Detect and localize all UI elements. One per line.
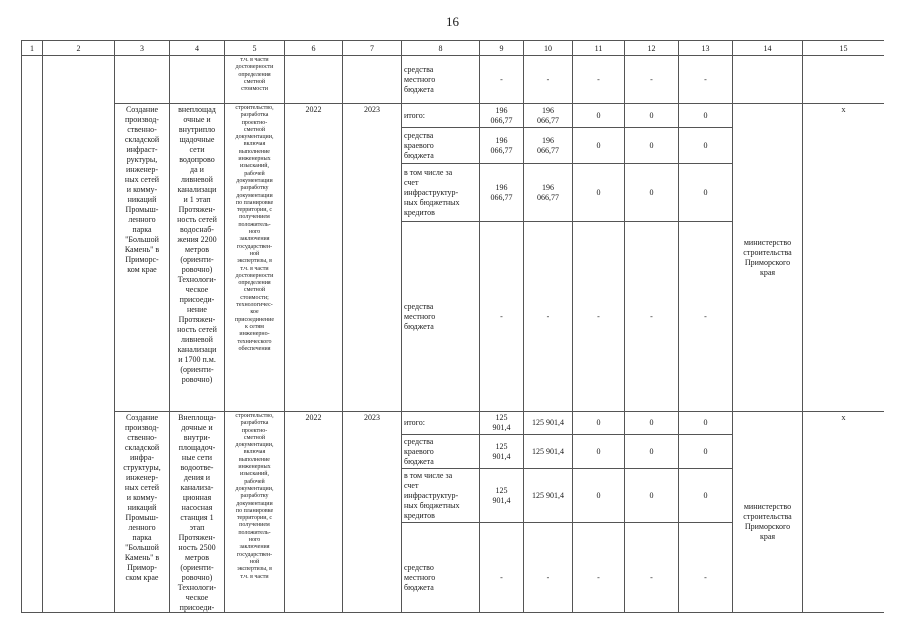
funding-source-cell <box>402 435 480 469</box>
year-start-cell: 2022 <box>285 104 343 412</box>
object-cell <box>170 56 225 104</box>
work-description-cell <box>225 412 285 614</box>
project-name-cell <box>115 104 170 412</box>
year-end-cell: 2023 <box>343 104 402 412</box>
value-cell: - <box>573 523 625 614</box>
column-number-row <box>22 41 885 56</box>
value-cell: - <box>679 222 733 412</box>
responsible-cell <box>733 104 803 412</box>
value-cell <box>524 435 573 469</box>
object-description: внеплощад очные и внутрипло щадочные сети водопрово дa и ливневой канализаци и 1 этап Протяжен- ность сетей водоснаб- жения 2200 метров (ориенти- ровочно) Технологи- ческое присоеди- нение Протяжен- ность сетей ливневой канализаци и 1700 п.м. (ориенти- ровочно) <box>177 105 217 384</box>
responsible-org: министерство строительства Приморского края <box>743 237 792 277</box>
value-cell: 0 <box>679 128 733 164</box>
value-cell: 0 <box>573 435 625 469</box>
object-cell <box>170 412 225 614</box>
value-cell <box>480 104 524 128</box>
column-number: 10 <box>524 41 573 56</box>
value-cell: - <box>480 56 524 104</box>
value-cell: 0 <box>679 469 733 523</box>
value-cell: - <box>573 222 625 412</box>
funding-source-cell <box>402 523 480 614</box>
value-cell: 0 <box>625 164 679 222</box>
column-number: 13 <box>679 41 733 56</box>
value-cell: 0 <box>573 469 625 523</box>
column-2-cell <box>43 56 115 614</box>
value-text: 196 066,77 <box>537 105 559 125</box>
value-cell <box>524 104 573 128</box>
value-cell <box>480 435 524 469</box>
project-name: Создание производ- ственно- складской инфраст- руктуры, инженер- ных сетей и комму- никаций Промыш- ленного парка "Большой Камень" в Приморс- ком крае <box>124 105 160 274</box>
value-cell <box>524 469 573 523</box>
year-start-cell <box>285 56 343 104</box>
column-number: 14 <box>733 41 803 56</box>
value-cell: - <box>480 222 524 412</box>
value-cell: - <box>524 56 573 104</box>
value-cell: - <box>625 222 679 412</box>
value-text: 125 901,4 <box>492 485 511 505</box>
value-text: 125 901,4 <box>532 490 564 500</box>
value-cell: - <box>573 56 625 104</box>
value-cell: 0 <box>679 435 733 469</box>
value-cell <box>524 164 573 222</box>
column-number: 2 <box>43 41 115 56</box>
value-text: 196 066,77 <box>537 182 559 202</box>
column-number: 15 <box>803 41 885 56</box>
year-end-cell: 2023 <box>343 412 402 614</box>
funding-source-cell <box>402 222 480 412</box>
responsible-cell <box>733 56 803 104</box>
carry-over-row <box>22 56 885 104</box>
funding-source-text: средство местного бюджета <box>404 562 436 592</box>
value-cell <box>480 412 524 435</box>
value-cell <box>480 164 524 222</box>
column-1-cell <box>22 56 43 614</box>
value-text: 196 066,77 <box>490 182 513 202</box>
column-number: 12 <box>625 41 679 56</box>
value-text: 125 901,4 <box>532 446 564 456</box>
value-cell: 0 <box>625 104 679 128</box>
column-number: 4 <box>170 41 225 56</box>
funding-source-cell <box>402 164 480 222</box>
funding-source-text: средства местного бюджета <box>404 301 436 331</box>
value-cell: - <box>625 523 679 614</box>
funding-source-cell <box>402 412 480 435</box>
funding-source-text: итого: <box>404 110 425 120</box>
value-cell: 0 <box>679 412 733 435</box>
mark-cell <box>803 56 885 104</box>
year-start-cell: 2022 <box>285 412 343 614</box>
object-description: Внеплоща- дочные и внутри- площадоч- ные сети водоотве- дения и канализа- ционная насосная станция 1 этап Протяжен- ность 2500 метров (ориенти- ровочно) Технологи- ческое присоеди- <box>177 413 217 612</box>
funding-source-cell <box>402 128 480 164</box>
column-number: 9 <box>480 41 524 56</box>
value-cell <box>480 469 524 523</box>
value-cell: 0 <box>625 469 679 523</box>
page-number: 16 <box>446 14 459 29</box>
responsible-org: министерство строительства Приморского края <box>743 502 792 541</box>
object-cell <box>170 104 225 412</box>
value-cell: - <box>679 56 733 104</box>
value-cell: 0 <box>625 412 679 435</box>
project-name: Создание производ- ственно- складской инфра- структуры, инженер- ных сетей и комму- никаций Промыш- ленного парка "Большой Камень" в Примор- ском крае <box>123 413 161 582</box>
project-name-cell <box>115 56 170 104</box>
value-text: 196 066,77 <box>537 135 559 155</box>
column-number: 6 <box>285 41 343 56</box>
project-name-cell <box>115 412 170 614</box>
funding-source-cell <box>402 56 480 104</box>
project-row <box>22 104 885 128</box>
work-description-text: т.ч. в части достоверности определения сметной стоимости <box>235 57 274 93</box>
value-cell <box>524 128 573 164</box>
value-cell: 0 <box>573 104 625 128</box>
value-cell: 0 <box>679 164 733 222</box>
column-number: 7 <box>343 41 402 56</box>
value-text: 196 066,77 <box>490 105 513 125</box>
value-cell: 0 <box>625 128 679 164</box>
value-cell: 0 <box>573 164 625 222</box>
project-row <box>22 412 885 435</box>
mark-cell: x <box>803 412 885 614</box>
funding-source-text: в том числе за счет инфраструктур- ных бюджетных кредитов <box>404 167 460 217</box>
funding-source-cell <box>402 104 480 128</box>
column-number: 3 <box>115 41 170 56</box>
value-cell: - <box>679 523 733 614</box>
value-cell: 0 <box>573 412 625 435</box>
responsible-cell <box>733 412 803 614</box>
column-number: 8 <box>402 41 480 56</box>
work-description: строительство, разработка проектно- сметной документации, включая выполнение инженерных изысканий, рабочей документации, разработку документации по планировке территории, с получением положитель- ного заключения государствен- ной экспертизы, в т.ч. в части <box>235 413 274 580</box>
column-number: 5 <box>225 41 285 56</box>
funding-source-text: итого: <box>404 418 425 427</box>
value-text: 125 901,4 <box>492 413 511 432</box>
value-text: 196 066,77 <box>490 135 513 155</box>
value-cell <box>524 412 573 435</box>
work-description: строительство, разработка проектно- сметной документации, включая выполнение инженерных изысканий, рабочей документации разработку документации по планировке территории, с получением положитель- ного заключения государствен- ной экспертизы, в т.ч. в части достоверности определения сметной стоимости; технологичес- кое присоединение к сетям инженерно- технического обеспечения <box>235 105 274 352</box>
value-text: 125 901,4 <box>492 441 511 461</box>
value-cell: - <box>524 523 573 614</box>
funding-source-text: средства краевого бюджета <box>404 130 434 160</box>
year-end-cell <box>343 56 402 104</box>
funding-source-text: средства местного бюджета <box>404 64 436 94</box>
value-text: 125 901,4 <box>532 418 564 427</box>
column-number: 11 <box>573 41 625 56</box>
value-cell: - <box>625 56 679 104</box>
funding-source-text: в том числе за счет инфраструктур- ных бюджетных кредитов <box>404 470 460 520</box>
value-cell: - <box>480 523 524 614</box>
work-description-tail <box>225 56 285 104</box>
value-cell: 0 <box>679 104 733 128</box>
column-number: 1 <box>22 41 43 56</box>
work-description-cell <box>225 104 285 412</box>
budget-table <box>21 40 884 613</box>
value-cell: - <box>524 222 573 412</box>
funding-source-text: средства краевого бюджета <box>404 436 434 466</box>
value-cell: 0 <box>625 435 679 469</box>
mark-cell: x <box>803 104 885 412</box>
value-cell <box>480 128 524 164</box>
value-cell: 0 <box>573 128 625 164</box>
funding-source-cell <box>402 469 480 523</box>
budget-table-container <box>21 40 884 613</box>
